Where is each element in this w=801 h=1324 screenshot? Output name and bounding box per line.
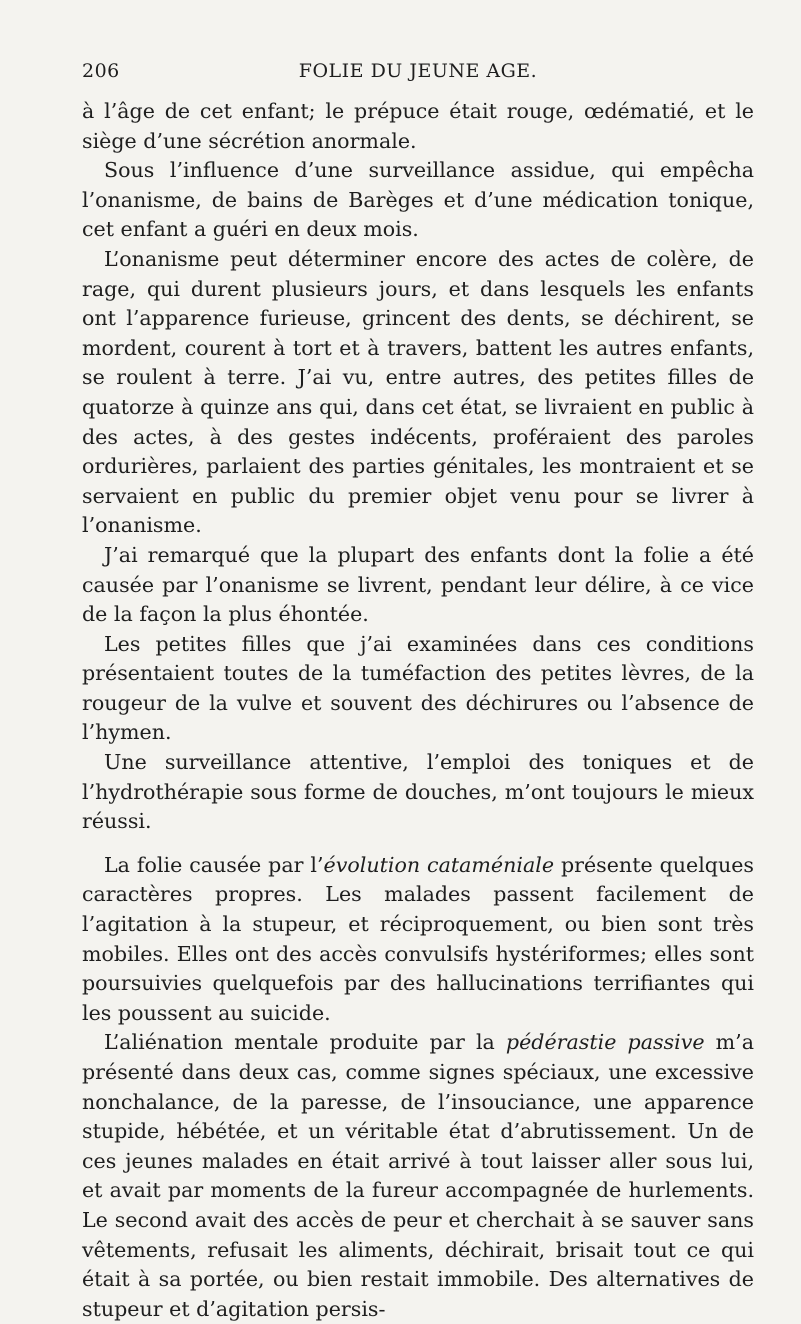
paragraph-8-rest: m’a présenté dans deux cas, comme signes spéciaux, une excessive nonchalance, de la paresse, de l’insouciance, une apparence stupide, hébétée, et un véritable état d’abrutissement. Un de ces jeunes malades en était arrivé à tout laisser aller sous lui, et avait par moments de la fureur accompagnée de hurlements. Le second avait des accès de peur et cherchait à se sauver sans vêtements, refusait les aliments, déchirait, brisait tout ce qui était à sa portée, ou bien restait immobile. Des alternatives de stupeur et d’agitation persis- [82, 1030, 754, 1321]
paragraph-3: L’onanisme peut déterminer encore des actes de colère, de rage, qui durent plusieurs jours, et dans lesquels les enfants ont l’apparence furieuse, grincent des dents, se déchirent, se mordent, courent à tort et à travers, battent les autres enfants, se roulent à terre. J’ai vu, entre autres, des petites filles de quatorze à quinze ans qui, dans cet état, se livraient en public à des actes, à des gestes indécents, proféraient des paroles ordurières, parlaient des parties génitales, les montraient et se servaient en public du premier objet venu pour se livrer à l’onanisme. [82, 246, 754, 538]
paragraph-7-start: La folie causée par l’ [104, 852, 324, 877]
body-text [82, 97, 754, 1324]
page-header [82, 60, 754, 90]
paragraph-8 [82, 1028, 754, 1324]
paragraph-6: Une surveillance attentive, l’emploi des toniques et de l’hydrothérapie sous forme de douches, m’ont toujours le mieux réussi. [82, 750, 754, 834]
italic-term-pederastie: pédérastie passive [505, 1030, 705, 1055]
italic-term-cataméniale: évolution cataméniale [323, 852, 555, 877]
paragraph-7-rest: présente quelques caractères propres. Les malades passent facilement de l’agitation à la stupeur, et réciproquement, ou bien sont très mobiles. Elles ont des accès convulsifs hystériformes; elles sont poursuivies quelquefois par des hallucinations terrifiantes qui les poussent au suicide. [82, 852, 755, 1025]
paragraph-1: à l’âge de cet enfant; le prépuce était rouge, œdématié, et le siège d’une sécrétion anormale. [82, 99, 754, 153]
paragraph-4: J’ai remarqué que la plupart des enfants dont la folie a été causée par l’onanisme se livrent, pendant leur délire, à ce vice de la façon la plus éhontée. [82, 542, 754, 627]
paragraph-2: Sous l’influence d’une surveillance assidue, qui empêcha l’onanisme, de bains de Barèges et d’une médication tonique, cet enfant a guéri en deux mois. [82, 158, 754, 242]
running-title: FOLIE DU JEUNE AGE. [298, 60, 538, 82]
paragraph-7 [82, 851, 754, 1029]
paragraph-8-start: L’aliénation mentale produite par la [104, 1030, 506, 1055]
page-number: 206 [82, 60, 120, 82]
paragraph-5: Les petites filles que j’ai examinées dans ces conditions présentaient toutes de la tuméfaction des petites lèvres, de la rougeur de la vulve et souvent des déchirures ou l’absence de l’hymen. [82, 631, 754, 745]
